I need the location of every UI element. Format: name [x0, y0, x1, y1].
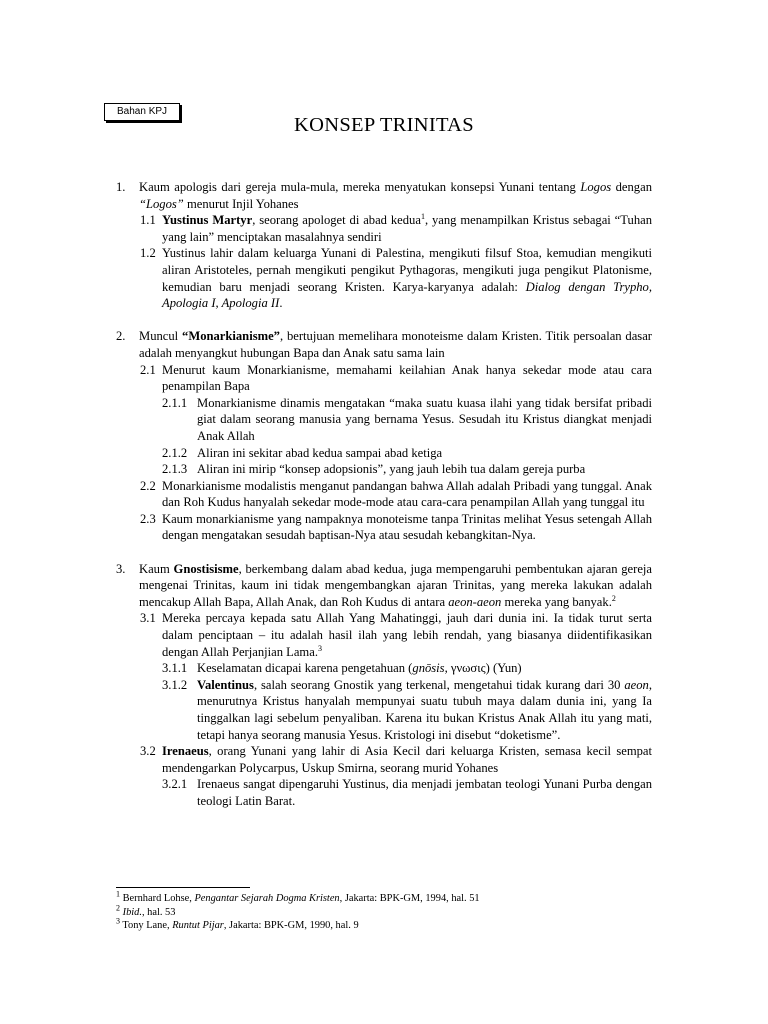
text-run: Monarkianisme dinamis mengatakan “maka suatu kuasa ilahi yang tidak bersifat pribadi giat dalam seorang manusia yang bernama Yesus. Sesudah itu Kristus diangkat menjadi Anak Allah	[197, 395, 652, 443]
footnote-item	[116, 916, 652, 933]
text-run: Bernhard Lohse,	[120, 893, 195, 904]
item-text	[162, 511, 652, 544]
text-run: dengan	[611, 180, 652, 194]
text-run: .	[279, 296, 283, 311]
bold-term: Irenaeus	[162, 744, 209, 759]
outline-item-level-1	[116, 561, 652, 611]
text-run: , berkembang dalam abad kedua, juga mempengaruhi pembentukan ajaran gereja mengenai Trinitas, kaum ini tidak mengembangkan ajaran Trinitas, yang mereka lakukan adalah mencakup Allah Bapa, Allah Anak, dan Roh Kudus di antara	[139, 561, 652, 609]
bold-term: “Monarkianisme”	[182, 329, 280, 344]
footnote-ref: 2	[116, 903, 120, 913]
outline-item-level-2	[116, 511, 652, 544]
text-run: , orang Yunani yang lahir di Asia Kecil dari keluarga Kristen, semasa kecil sempat mendengarkan Polycarpus, Uskup Smirna, seorang murid Yohanes	[162, 744, 652, 775]
text-run: , bertujuan memelihara monoteisme dalam Kristen. Titik persoalan dasar adalah menyangkut hubungan Bapa dan Anak satu sama lain	[139, 329, 652, 360]
item-text	[139, 328, 652, 361]
outline-body	[116, 179, 652, 826]
footnote-divider	[116, 887, 250, 888]
item-text	[162, 478, 652, 511]
item-number: 3.1.2	[162, 677, 188, 692]
italic-term: Ibid.	[122, 906, 142, 918]
item-number: 1.2	[140, 246, 156, 261]
text-run: γνωσις) (Yun)	[447, 661, 522, 676]
italic-term: gnōsis,	[412, 661, 448, 676]
text-run: menurut Injil Yohanes	[183, 196, 299, 211]
text-run: , menurutnya Kristus hanyalah mempunyai suatu tubuh maya dalam dunia ini, yang Ia tinggalkan lagi sebelum penyaliban. Karena itu bukan Kristus Anak Allah itu yang mati, tetapi hanya seorang manusia Yesus. Kristologi ini disebut “doketisme”.	[197, 677, 652, 742]
item-text	[139, 561, 652, 611]
item-text	[139, 179, 652, 212]
text-run: Keselamatan dicapai karena pengetahuan (	[197, 661, 413, 676]
text-run: , salah seorang Gnostik yang terkenal, mengetahui tidak kurang dari 30	[253, 677, 625, 692]
footnote-ref: 2	[611, 593, 616, 603]
text-run: Monarkianisme modalistis menganut pandangan bahwa Allah adalah Pribadi yang tunggal. Anak dan Roh Kudus hanyalah sekedar mode-mode atau cara-cara penampilan Allah yang tunggal itu	[162, 478, 652, 510]
outline-item-level-1	[116, 179, 652, 212]
footnote-ref: 3	[116, 916, 120, 926]
item-number: 3.2	[140, 744, 156, 759]
item-number: 2.1.3	[162, 462, 188, 477]
text-run: mereka yang banyak.	[501, 594, 612, 609]
item-number: 3.1.1	[162, 661, 188, 676]
bold-term: Yustinus Martyr	[162, 213, 253, 228]
outline-section	[116, 561, 652, 810]
outline-item-level-3	[116, 776, 652, 809]
text-run: , Jakarta: BPK-GM, 1990, hal. 9	[223, 920, 359, 932]
outline-item-level-2	[116, 610, 652, 660]
text-run: Mereka percaya kepada satu Allah Yang Mahatinggi, jauh dari dunia ini. Ia tidak turut serta dalam penciptaan – itu adalah hasil ilah yang lebih rendah, yang biasanya diidentifikasikan dengan Allah Perjanjian Lama.	[162, 611, 652, 659]
text-run: Menurut kaum Monarkianisme, memahami keilahian Anak hanya sekedar mode atau cara penampilan Bapa	[162, 362, 652, 394]
outline-section	[116, 328, 652, 544]
document-tag: Bahan KPJ	[104, 103, 180, 121]
bold-term: Valentinus	[197, 677, 254, 692]
outline-item-level-2	[116, 478, 652, 511]
item-text	[197, 445, 652, 462]
text-run: Kaum	[139, 561, 174, 576]
text-run: , yang menampilkan Kristus sebagai “Tuhan yang lain” menciptakan masalahnya sendiri	[162, 213, 653, 244]
item-text	[162, 362, 652, 395]
footnote-ref: 1	[420, 212, 425, 221]
text-run: Irenaeus sangat dipengaruhi Yustinus, dia menjadi jembatan teologi Yunani Purba dengan teologi Latin Barat.	[197, 777, 652, 808]
item-text	[197, 776, 652, 809]
text-run: Kaum monarkianisme yang nampaknya monoteisme tanpa Trinitas melihat Yesus setengah Allah dengan mengatakan sesudah baptisan-Nya atau sesudah kebangkitan-Nya.	[162, 511, 652, 543]
text-run: Aliran ini mirip “konsep adopsionis”, yang jauh lebih tua dalam gereja purba	[197, 462, 586, 477]
item-number: 1.	[116, 180, 126, 194]
outline-item-level-2	[116, 362, 652, 395]
italic-term: Runtut Pijar	[172, 920, 224, 932]
italic-term: “Logos”	[139, 196, 184, 211]
text-run: , Jakarta: BPK-GM, 1994, hal. 51	[339, 893, 480, 904]
item-number: 3.1	[140, 611, 156, 626]
footnote-ref: 1	[116, 889, 120, 899]
text-run: , seorang apologet di abad kedua	[252, 213, 421, 228]
footnote-item	[116, 889, 652, 906]
item-number: 2.1.1	[162, 395, 188, 410]
document-title: KONSEP TRINITAS	[294, 114, 474, 136]
text-run: , hal. 53	[141, 906, 176, 918]
italic-term: Pengantar Sejarah Dogma Kristen	[194, 893, 340, 904]
item-number: 3.2.1	[162, 777, 188, 792]
text-run: Muncul	[139, 329, 183, 344]
footnote-item	[116, 903, 652, 920]
item-text	[197, 660, 652, 677]
item-text	[197, 395, 652, 445]
text-run: Aliran ini sekitar abad kedua sampai abad ketiga	[197, 445, 443, 460]
outline-item-level-3	[116, 660, 652, 677]
outline-item-level-3	[116, 445, 652, 462]
italic-term: Logos	[580, 180, 612, 194]
item-number: 3.	[116, 561, 126, 576]
italic-term: aeon-aeon	[448, 594, 502, 609]
item-number: 2.2	[140, 478, 156, 493]
outline-item-level-3	[116, 395, 652, 445]
item-text	[162, 743, 652, 776]
text-run: Tony Lane,	[120, 920, 173, 932]
item-text	[197, 677, 652, 743]
footnotes	[116, 889, 652, 933]
italic-term: aeon	[624, 677, 649, 692]
item-text	[162, 212, 652, 245]
text-run: Kaum apologis dari gereja mula-mula, mereka menyatukan konsepsi Yunani tentang	[139, 180, 581, 194]
outline-item-level-3	[116, 677, 652, 743]
footnote-ref: 3	[317, 643, 322, 653]
item-number: 2.1.2	[162, 445, 188, 460]
outline-section	[116, 179, 652, 312]
bold-term: Gnostisisme	[173, 561, 239, 576]
item-text	[162, 610, 652, 660]
outline-item-level-1	[116, 328, 652, 361]
outline-item-level-2	[116, 212, 652, 245]
outline-item-level-2	[116, 743, 652, 776]
item-text	[162, 245, 652, 311]
item-number: 1.1	[140, 213, 156, 228]
item-text	[197, 461, 652, 478]
item-number: 2.1	[140, 362, 156, 377]
text-run: Yustinus lahir dalam keluarga Yunani di Palestina, mengikuti filsuf Stoa, kemudian mengikuti aliran Aristoteles, pernah mengikuti pengikut Pythagoras, mengikuti juga pengikut Platonisme, kemudian baru menjadi seorang Kristen. Karya-karyanya adalah:	[162, 246, 652, 294]
italic-term: Dialog dengan Trypho, Apologia I, Apologia II	[162, 279, 652, 311]
outline-item-level-3	[116, 461, 652, 478]
item-number: 2.3	[140, 511, 156, 526]
outline-item-level-2	[116, 245, 652, 311]
item-number: 2.	[116, 329, 126, 344]
